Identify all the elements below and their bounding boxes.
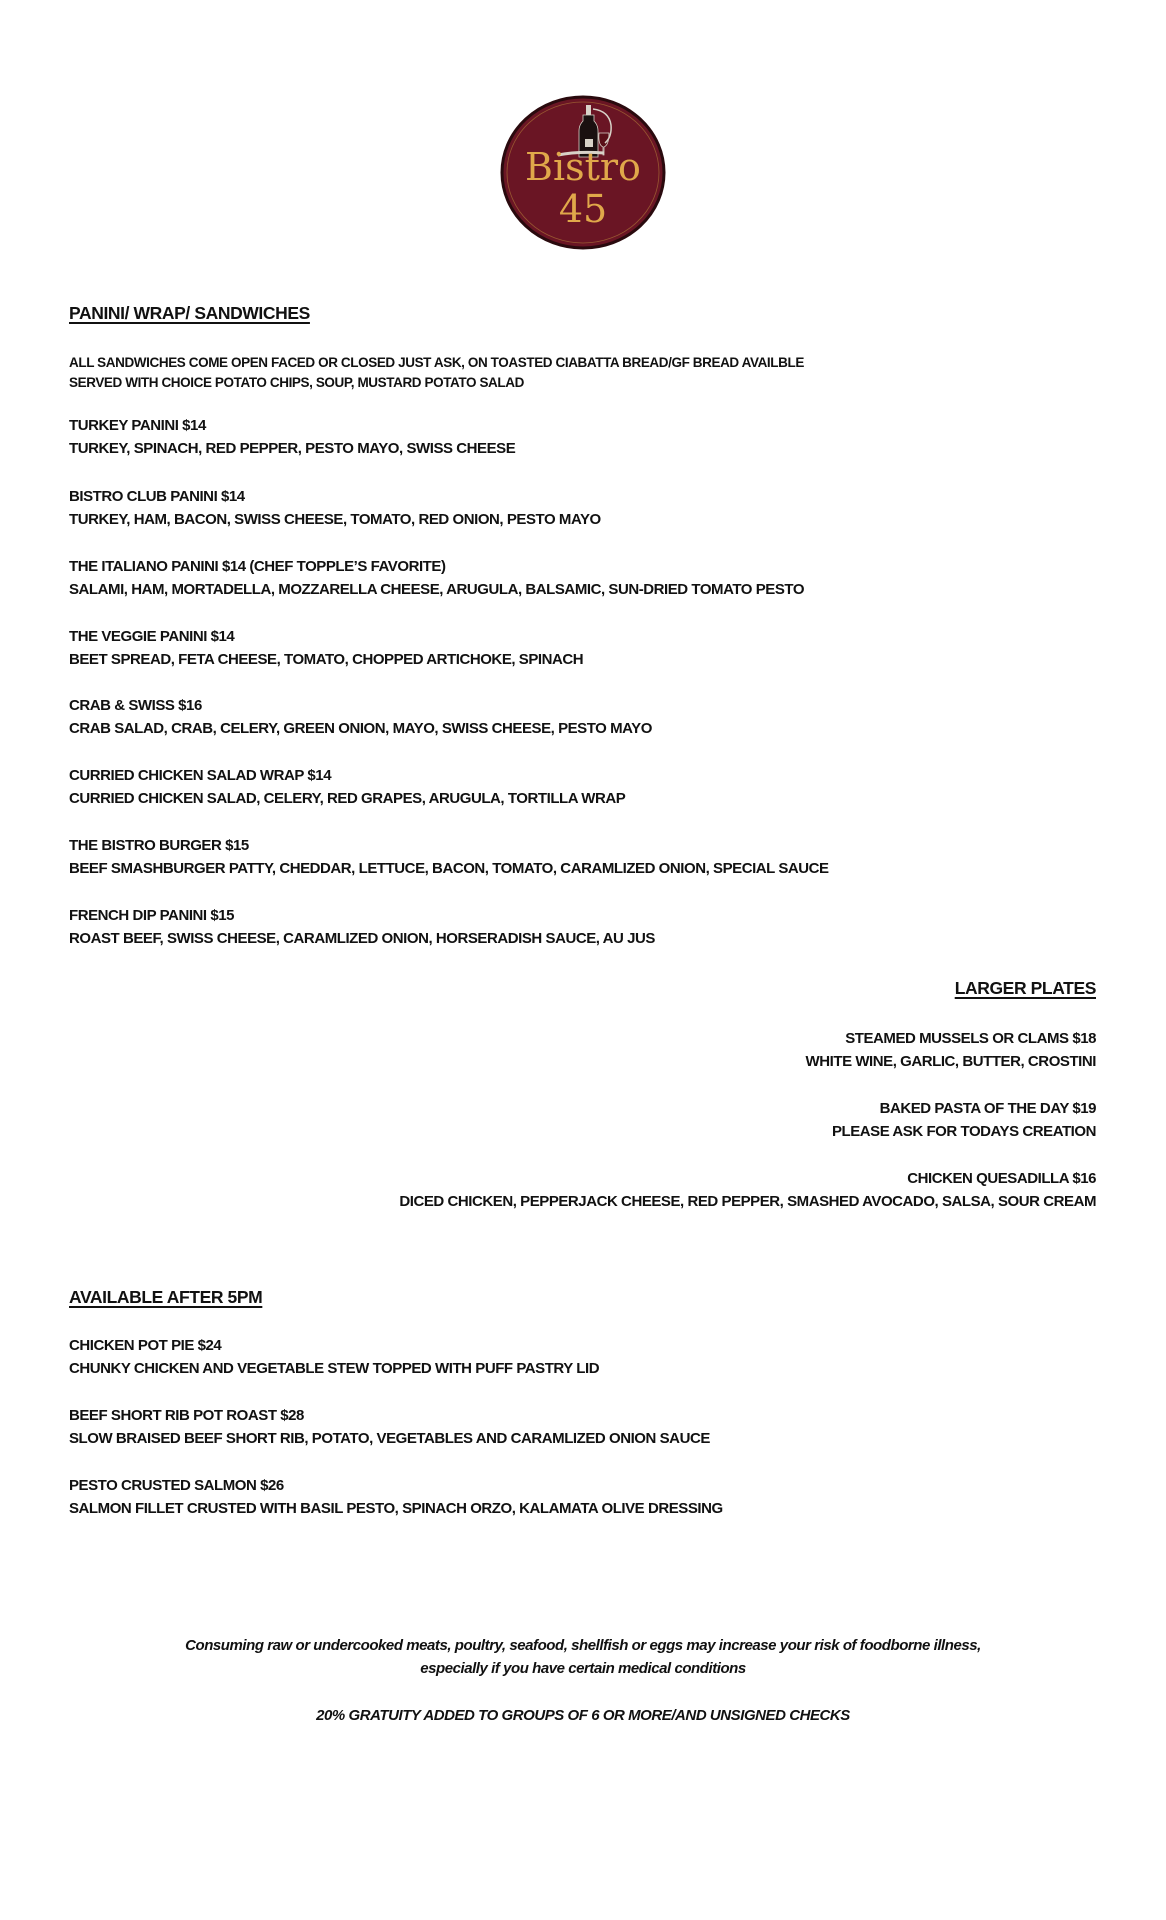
item-desc: CHUNKY CHICKEN AND VEGETABLE STEW TOPPED WITH PUFF PASTRY LID bbox=[69, 1360, 600, 1377]
menu-item bbox=[69, 764, 625, 810]
item-desc: SLOW BRAISED BEEF SHORT RIB, POTATO, VEGETABLES AND CARAMLIZED ONION SAUCE bbox=[69, 1430, 710, 1447]
item-desc: PLEASE ASK FOR TODAYS CREATION bbox=[831, 1123, 1096, 1140]
disclaimer-line: Consuming raw or undercooked meats, poultry, seafood, shellfish or eggs may increase your risk of foodborne illness, bbox=[185, 1637, 981, 1654]
menu-item bbox=[69, 1404, 710, 1450]
item-title: BISTRO CLUB PANINI $14 bbox=[69, 488, 245, 505]
item-desc: WHITE WINE, GARLIC, BUTTER, CROSTINI bbox=[805, 1053, 1096, 1070]
section-heading-after-5pm: AVAILABLE AFTER 5PM bbox=[69, 1287, 263, 1307]
item-desc: BEET SPREAD, FETA CHEESE, TOMATO, CHOPPED ARTICHOKE, SPINACH bbox=[69, 651, 584, 668]
bistro-45-logo bbox=[500, 95, 666, 250]
item-title: THE VEGGIE PANINI $14 bbox=[69, 628, 235, 645]
item-desc: TURKEY, HAM, BACON, SWISS CHEESE, TOMATO, RED ONION, PESTO MAYO bbox=[69, 511, 601, 528]
menu-item bbox=[832, 1097, 1096, 1143]
item-desc: TURKEY, SPINACH, RED PEPPER, PESTO MAYO, SWISS CHEESE bbox=[69, 440, 516, 457]
menu-item bbox=[69, 834, 829, 880]
menu-item bbox=[806, 1027, 1096, 1073]
item-title: BAKED PASTA OF THE DAY $19 bbox=[879, 1100, 1096, 1117]
item-desc: SALMON FILLET CRUSTED WITH BASIL PESTO, SPINACH ORZO, KALAMATA OLIVE DRESSING bbox=[69, 1500, 723, 1517]
item-title: PESTO CRUSTED SALMON $26 bbox=[69, 1477, 284, 1494]
menu-item bbox=[69, 694, 652, 740]
panini-note bbox=[69, 353, 804, 393]
item-title: THE BISTRO BURGER $15 bbox=[69, 837, 249, 854]
section-heading-panini: PANINI/ WRAP/ SANDWICHES bbox=[69, 303, 310, 323]
section-heading-larger-plates: LARGER PLATES bbox=[954, 978, 1096, 998]
item-title: BEEF SHORT RIB POT ROAST $28 bbox=[69, 1407, 304, 1424]
item-desc: DICED CHICKEN, PEPPERJACK CHEESE, RED PEPPER, SMASHED AVOCADO, SALSA, SOUR CREAM bbox=[399, 1193, 1096, 1210]
item-desc: CURRIED CHICKEN SALAD, CELERY, RED GRAPES, ARUGULA, TORTILLA WRAP bbox=[69, 790, 626, 807]
item-title: CURRIED CHICKEN SALAD WRAP $14 bbox=[69, 767, 332, 784]
item-title: THE ITALIANO PANINI $14 (CHEF TOPPLE’S FAVORITE) bbox=[69, 558, 446, 575]
menu-item bbox=[69, 414, 515, 460]
item-title: STEAMED MUSSELS OR CLAMS $18 bbox=[845, 1030, 1096, 1047]
menu-item bbox=[69, 555, 804, 601]
item-desc: CRAB SALAD, CRAB, CELERY, GREEN ONION, MAYO, SWISS CHEESE, PESTO MAYO bbox=[69, 720, 652, 737]
note-line: SERVED WITH CHOICE POTATO CHIPS, SOUP, MUSTARD POTATO SALAD bbox=[69, 375, 524, 390]
item-title: CRAB & SWISS $16 bbox=[69, 697, 202, 714]
menu-item bbox=[399, 1167, 1096, 1213]
gratuity-notice: 20% GRATUITY ADDED TO GROUPS OF 6 OR MORE/AND UNSIGNED CHECKS bbox=[316, 1707, 850, 1724]
menu-item bbox=[69, 1334, 599, 1380]
disclaimer-line: especially if you have certain medical conditions bbox=[420, 1660, 746, 1677]
item-title: CHICKEN POT PIE $24 bbox=[69, 1337, 222, 1354]
item-desc: BEEF SMASHBURGER PATTY, CHEDDAR, LETTUCE, BACON, TOMATO, CARAMLIZED ONION, SPECIAL SAUCE bbox=[69, 860, 829, 877]
logo-text-45: 45 bbox=[558, 187, 608, 231]
menu-item bbox=[69, 485, 601, 531]
menu-item bbox=[69, 625, 583, 671]
food-safety-disclaimer bbox=[0, 1634, 1166, 1680]
menu-item bbox=[69, 904, 655, 950]
item-desc: SALAMI, HAM, MORTADELLA, MOZZARELLA CHEESE, ARUGULA, BALSAMIC, SUN-DRIED TOMATO PESTO bbox=[69, 581, 805, 598]
item-title: FRENCH DIP PANINI $15 bbox=[69, 907, 235, 924]
item-title: TURKEY PANINI $14 bbox=[69, 417, 206, 434]
note-line: ALL SANDWICHES COME OPEN FACED OR CLOSED JUST ASK, ON TOASTED CIABATTA BREAD/GF BREAD AVAILBLE bbox=[69, 355, 804, 370]
logo-text-bistro: Bistro bbox=[525, 145, 641, 189]
item-desc: ROAST BEEF, SWISS CHEESE, CARAMLIZED ONION, HORSERADISH SAUCE, AU JUS bbox=[69, 930, 655, 947]
menu-item bbox=[69, 1474, 723, 1520]
item-title: CHICKEN QUESADILLA $16 bbox=[907, 1170, 1096, 1187]
